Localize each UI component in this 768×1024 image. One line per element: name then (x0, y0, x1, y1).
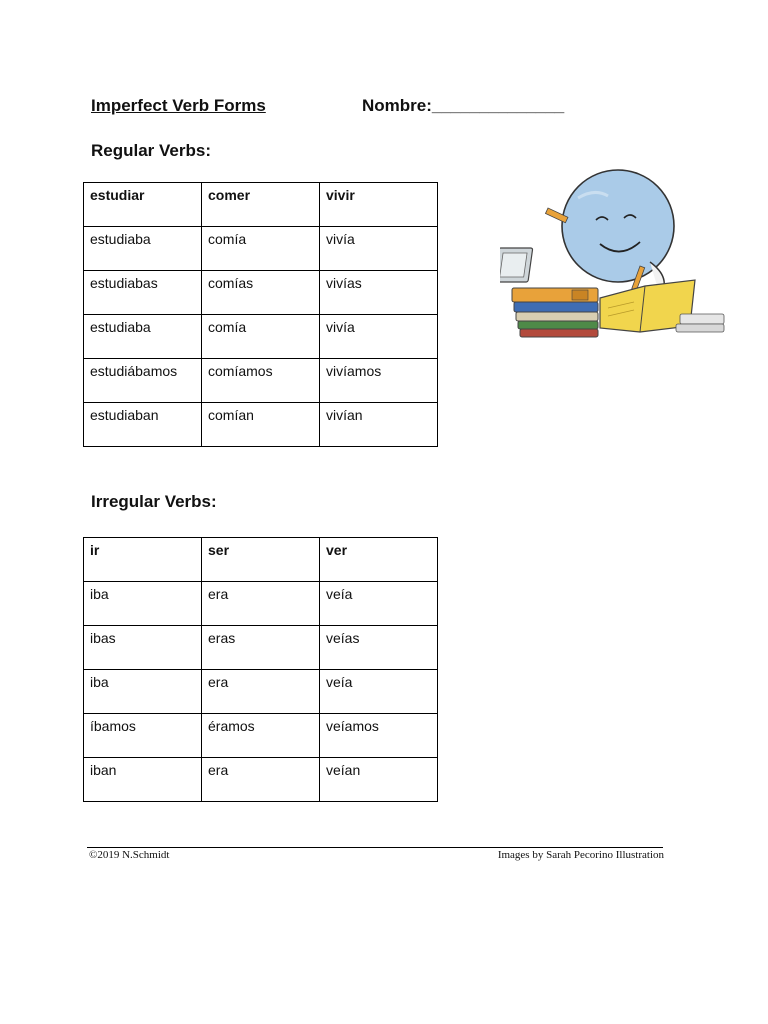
table-cell: veía (320, 582, 438, 626)
table-cell: estudiaba (84, 227, 202, 271)
column-header: vivir (320, 183, 438, 227)
globe-character-studying-icon (500, 168, 728, 343)
column-header: ver (320, 538, 438, 582)
regular-verbs-heading: Regular Verbs: (91, 141, 211, 160)
table-cell: veíamos (320, 714, 438, 758)
table-cell: comíamos (202, 359, 320, 403)
table-header-row (84, 183, 438, 227)
table-row (84, 271, 438, 315)
table-row (84, 582, 438, 626)
table-cell: comían (202, 403, 320, 447)
page-title: Imperfect Verb Forms (91, 96, 266, 115)
irregular-verbs-heading: Irregular Verbs: (91, 492, 217, 511)
table-cell: iba (84, 582, 202, 626)
table-cell: vivía (320, 315, 438, 359)
table-cell: vivían (320, 403, 438, 447)
table-cell: iba (84, 670, 202, 714)
table-cell: eras (202, 626, 320, 670)
table-cell: vivías (320, 271, 438, 315)
column-header: estudiar (84, 183, 202, 227)
table-cell: veías (320, 626, 438, 670)
table-row (84, 714, 438, 758)
table-cell: comías (202, 271, 320, 315)
table-cell: estudiábamos (84, 359, 202, 403)
regular-verbs-table (83, 182, 438, 447)
table-cell: era (202, 582, 320, 626)
table-cell: veía (320, 670, 438, 714)
table-row (84, 626, 438, 670)
table-cell: era (202, 758, 320, 802)
table-row (84, 227, 438, 271)
table-cell: iban (84, 758, 202, 802)
table-row (84, 403, 438, 447)
table-row (84, 670, 438, 714)
copyright-text: ©2019 N.Schmidt (89, 849, 170, 861)
table-cell: comía (202, 315, 320, 359)
table-cell: era (202, 670, 320, 714)
table-row (84, 315, 438, 359)
table-cell: veían (320, 758, 438, 802)
table-cell: éramos (202, 714, 320, 758)
column-header: comer (202, 183, 320, 227)
table-row (84, 359, 438, 403)
table-row (84, 758, 438, 802)
table-header-row (84, 538, 438, 582)
table-cell: vivíamos (320, 359, 438, 403)
table-cell: íbamos (84, 714, 202, 758)
footer-divider (87, 847, 663, 848)
table-cell: estudiabas (84, 271, 202, 315)
illustration-credit: Images by Sarah Pecorino Illustration (497, 849, 664, 861)
irregular-verbs-table (83, 537, 438, 802)
table-cell: comía (202, 227, 320, 271)
column-header: ir (84, 538, 202, 582)
table-cell: ibas (84, 626, 202, 670)
name-field-label: Nombre:______________ (362, 96, 565, 115)
table-cell: estudiaban (84, 403, 202, 447)
table-cell: vivía (320, 227, 438, 271)
column-header: ser (202, 538, 320, 582)
table-cell: estudiaba (84, 315, 202, 359)
